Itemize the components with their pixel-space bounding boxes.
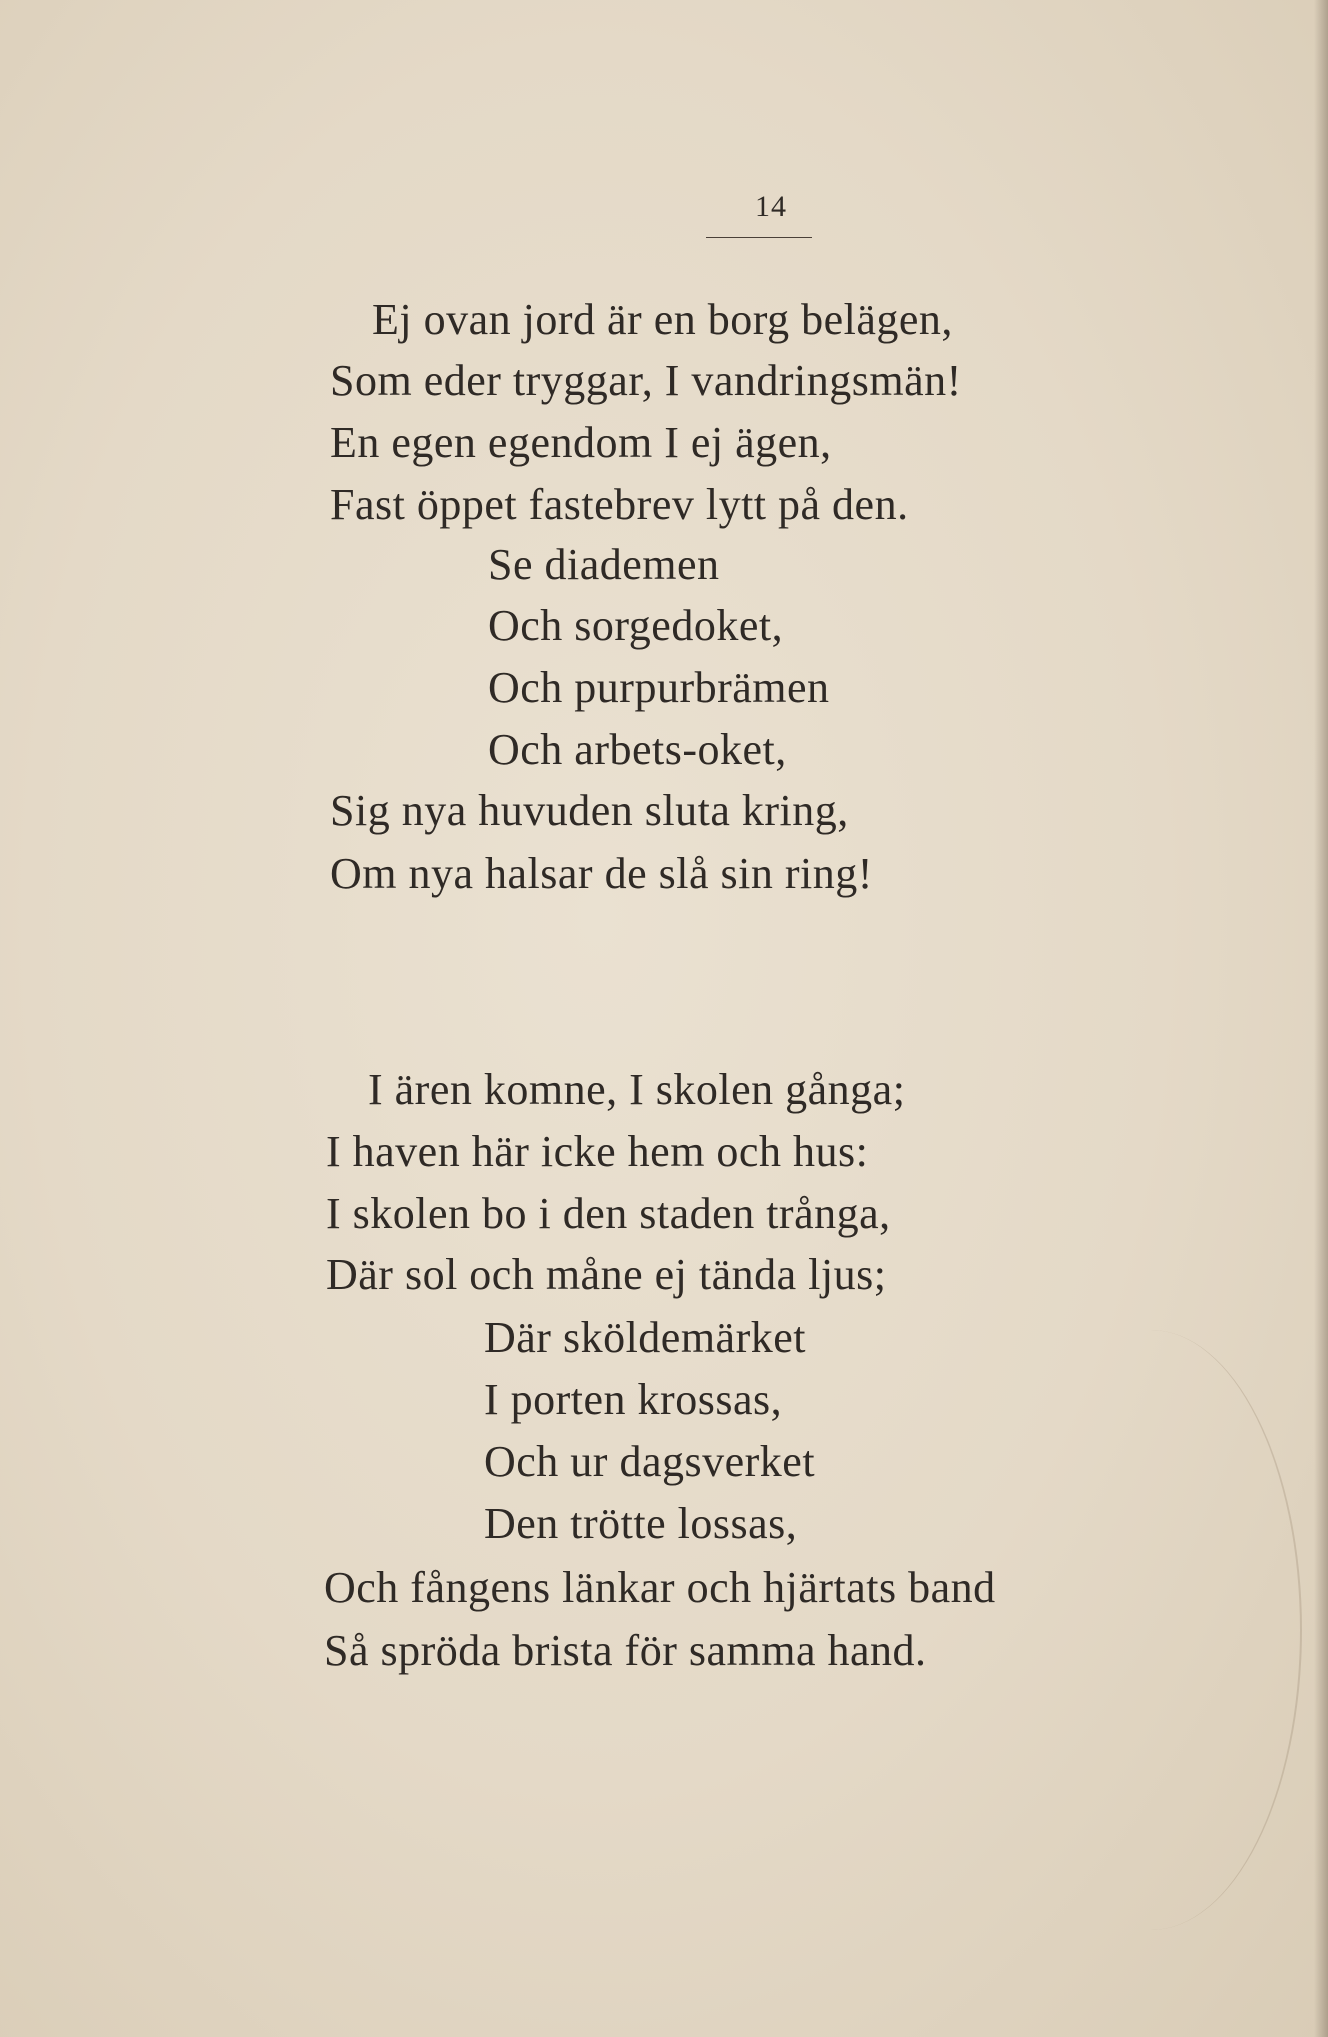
poem-line: Ej ovan jord är en borg belägen, (372, 295, 953, 344)
poem-line: Om nya halsar de slå sin ring! (330, 849, 873, 898)
poem-line: Och fångens länkar och hjärtats band (324, 1563, 996, 1612)
paper-stain-mark (1000, 1330, 1302, 1930)
poem-line: Som eder tryggar, I vandringsmän! (330, 356, 962, 405)
page-number: 14 (755, 190, 787, 223)
poem-line-indented: Och purpurbrämen (488, 663, 830, 712)
poem-line-indented: Och ur dagsverket (484, 1437, 816, 1486)
poem-line-indented: Och arbets-oket, (488, 725, 787, 774)
poem-line-indented: Se diademen (488, 540, 720, 589)
page-edge-shadow (1314, 0, 1328, 2037)
poem-line-indented: Och sorgedoket, (488, 601, 784, 650)
page-number-rule (706, 237, 812, 238)
poem-line-indented: I porten krossas, (484, 1375, 783, 1424)
poem-line-indented: Den trötte lossas, (484, 1499, 798, 1548)
poem-line: Sig nya huvuden sluta kring, (330, 786, 849, 835)
poem-line-indented: Där sköldemärket (484, 1313, 806, 1362)
poem-line: Fast öppet fastebrev lytt på den. (330, 480, 909, 529)
poem-line: I haven här icke hem och hus: (326, 1127, 869, 1176)
poem-line: Så spröda brista för samma hand. (324, 1626, 927, 1675)
poem-line: En egen egendom I ej ägen, (330, 418, 832, 467)
poem-line: I ären komne, I skolen gånga; (368, 1065, 906, 1114)
poem-line: Där sol och måne ej tända ljus; (326, 1250, 887, 1299)
poem-line: I skolen bo i den staden trånga, (326, 1189, 891, 1238)
